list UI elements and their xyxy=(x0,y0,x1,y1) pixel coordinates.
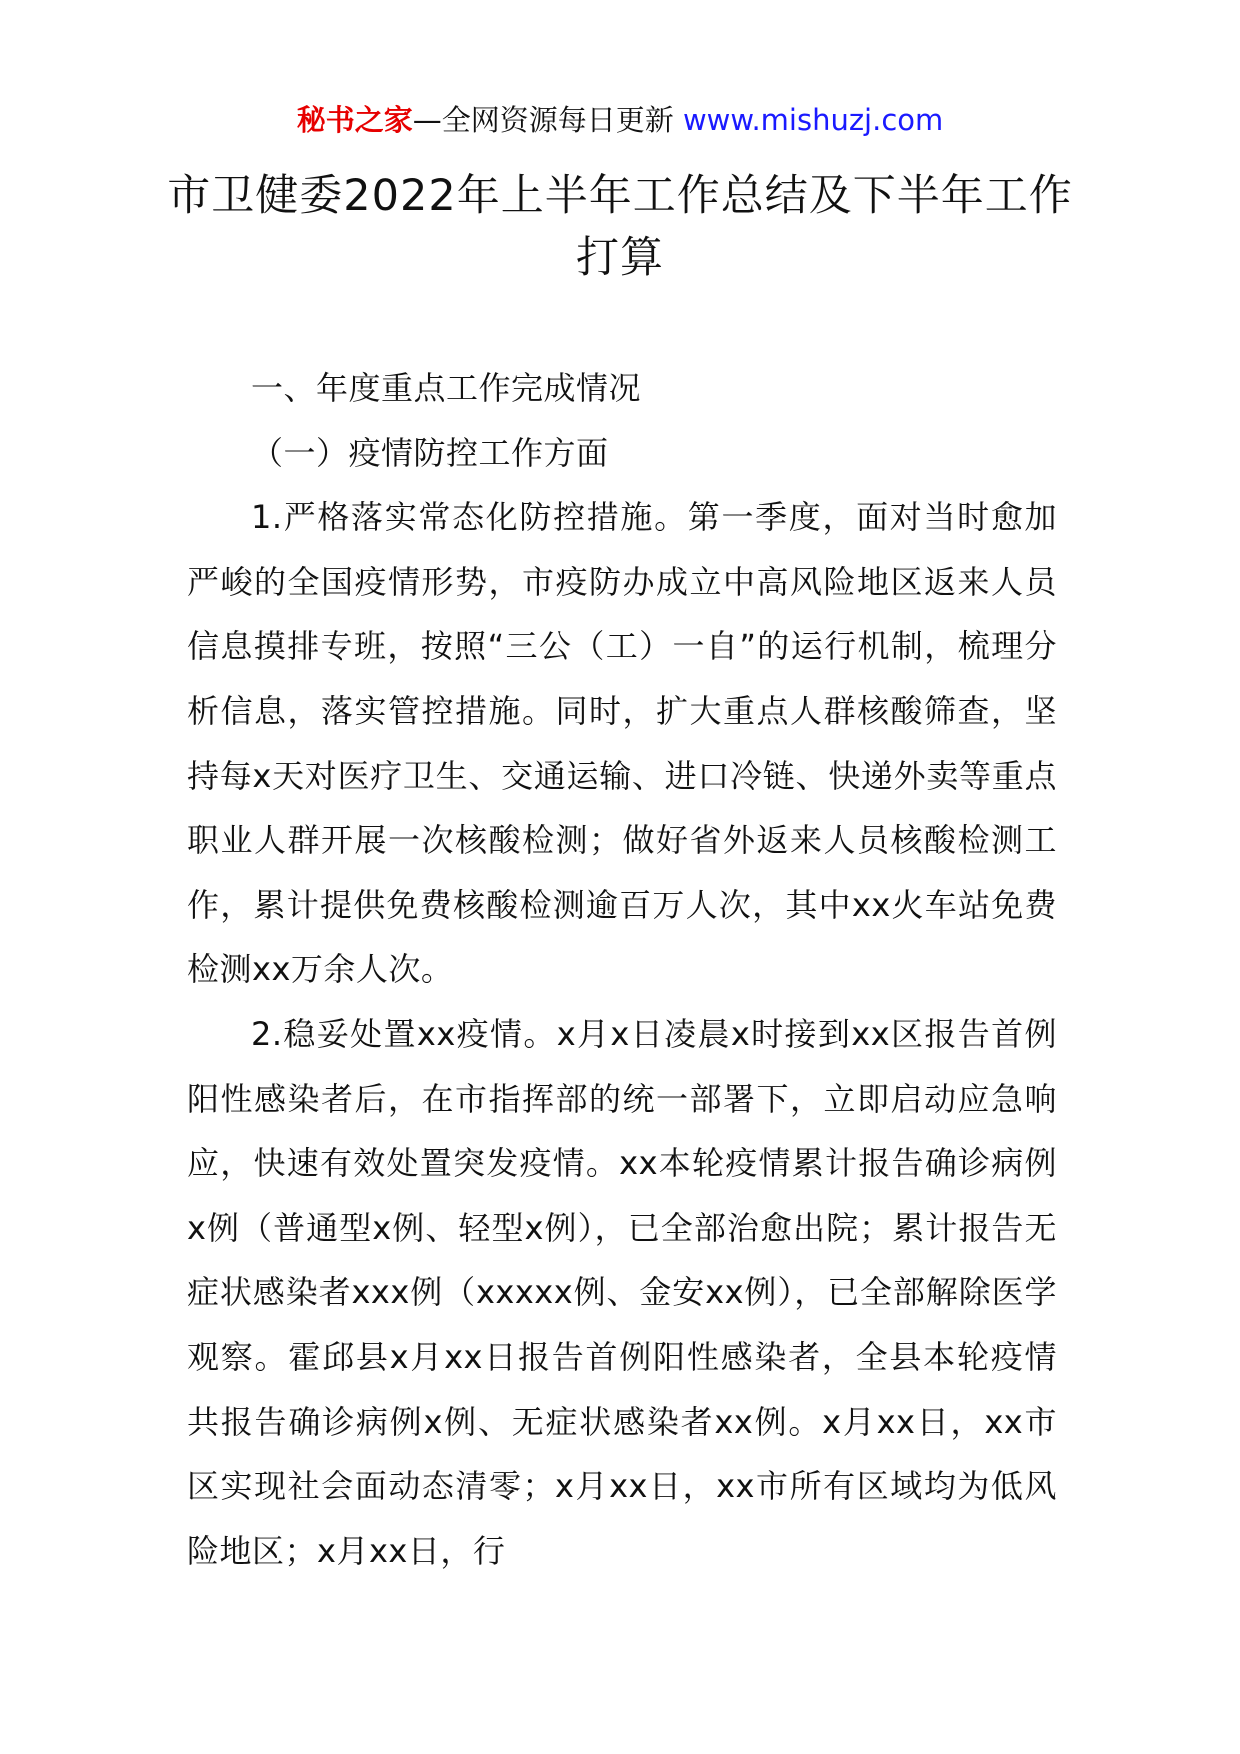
section-heading-1: 一、年度重点工作完成情况 xyxy=(251,369,642,407)
website-link[interactable]: www.mishuzj.com xyxy=(682,103,944,137)
paragraph-2: 2.稳妥处置xx疫情。x月x日凌晨x时接到xx区报告首例阳性感染者后，在市指挥部的统一部署下，立即启动应急响应，快速有效处置突发疫情。xx本轮疫情累计报告确诊病例x例（普通型x例、轻型x例），已全部治愈出院；累计报告无症状感染者xxx例（xxxxx例、金安xx例），已全部解除医学观察。霍邱县x月xx日报告首例阳性感染者，全县本轮疫情共报告确诊病例x例、无症状感染者xx例。x月xx日，xx市区实现社会面动态清零；x月xx日，xx市所有区域均为低风险地区；x月xx日，行 xyxy=(187,1014,1057,1570)
banner-tagline: —全网资源每日更新 xyxy=(412,103,674,137)
section-heading-2: （一）疫情防控工作方面 xyxy=(251,433,609,472)
brand-name: 秘书之家 xyxy=(296,103,413,137)
paragraph-1: 1.严格落实常态化防控措施。第一季度，面对当时愈加严峻的全国疫情形势，市疫防办成立中高风险地区返来人员信息摸排专班，按照“三公（工）一自”的运行机制，梳理分析信息，落实管控措施。同时，扩大重点人群核酸筛查，坚持每x天对医疗卫生、交通运输、进口冷链、快递外卖等重点职业人群开展一次核酸检测；做好省外返来人员核酸检测工作，累计提供免费核酸检测逾百万人次，其中xx火车站免费检测xx万余人次。 xyxy=(187,498,1057,989)
header-banner xyxy=(0,100,1240,140)
document-body xyxy=(187,356,1057,1583)
document-title: 市卫健委2022年上半年工作总结及下半年工作打算 xyxy=(167,171,1073,283)
